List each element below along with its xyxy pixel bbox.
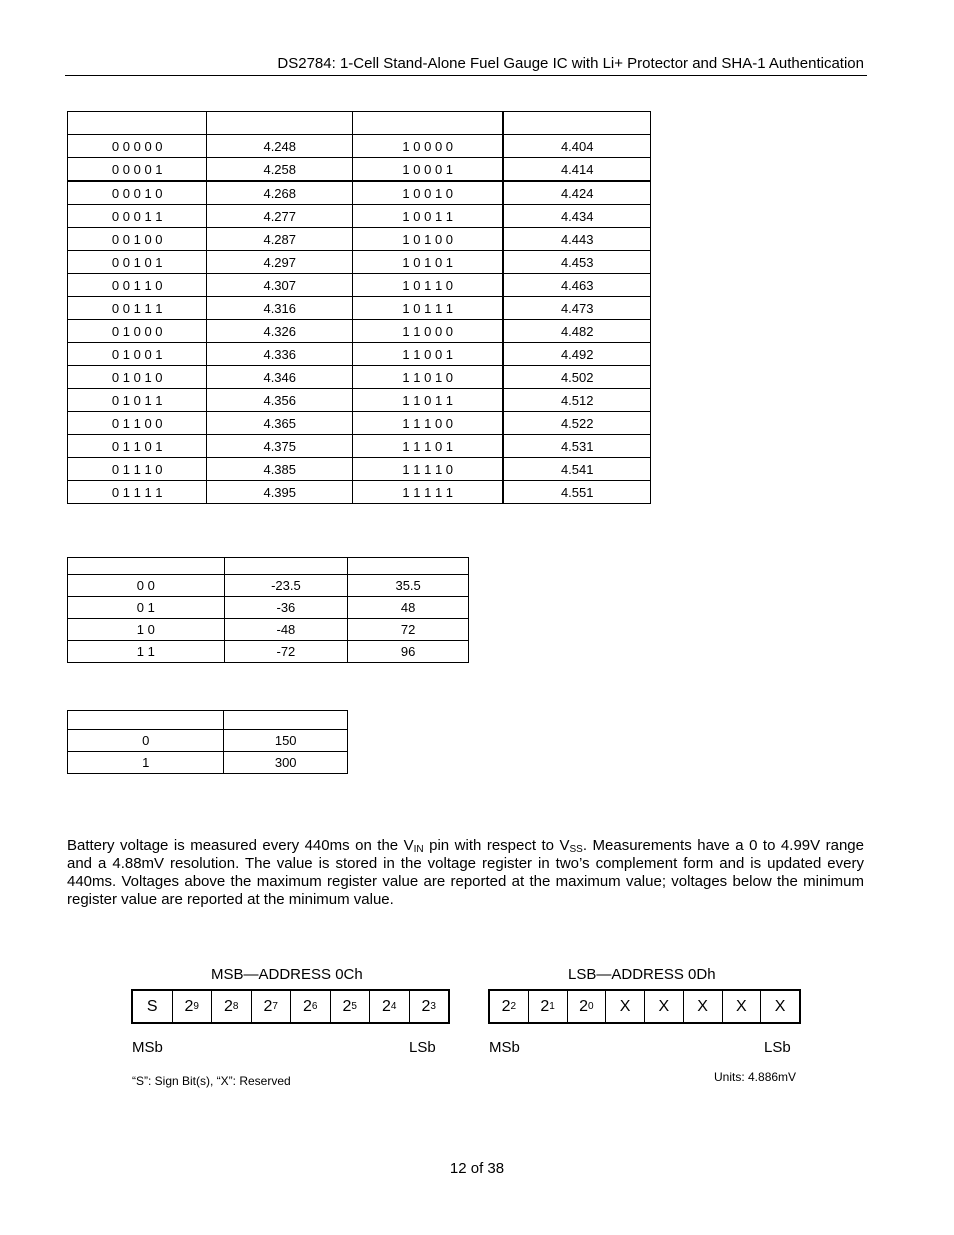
table-cell: 0 bbox=[68, 730, 224, 752]
table-cell: 4.531 bbox=[503, 435, 650, 458]
table-cell: 0 0 0 1 1 bbox=[68, 205, 207, 228]
table-header-cell bbox=[503, 112, 650, 135]
table-row bbox=[68, 320, 651, 343]
register-units-note: Units: 4.886mV bbox=[714, 1070, 797, 1084]
table-row bbox=[68, 366, 651, 389]
table-cell: 1 1 1 1 0 bbox=[353, 458, 504, 481]
table-cell: 0 1 1 1 1 bbox=[68, 481, 207, 504]
table-cell: 4.248 bbox=[207, 135, 353, 158]
table-cell: 4.395 bbox=[207, 481, 353, 504]
table-header-cell bbox=[68, 711, 224, 730]
table-cell: 1 1 bbox=[68, 641, 225, 663]
table-cell: 1 0 0 1 1 bbox=[353, 205, 504, 228]
table-cell: 4.434 bbox=[503, 205, 650, 228]
table-cell: 300 bbox=[224, 752, 348, 774]
table-cell: 1 0 1 1 0 bbox=[353, 274, 504, 297]
register-bit-cell: 2 6 bbox=[291, 991, 331, 1022]
bit-base: X bbox=[658, 997, 670, 1015]
bit-base: 2 bbox=[540, 997, 550, 1015]
table-cell: 4.375 bbox=[207, 435, 353, 458]
table-cell: 72 bbox=[348, 619, 469, 641]
register-bit-cell bbox=[761, 991, 799, 1022]
register-bit-cell: 2 1 bbox=[529, 991, 568, 1022]
table-row bbox=[68, 641, 469, 663]
table-row bbox=[68, 158, 651, 182]
table-row bbox=[68, 597, 469, 619]
lsb-register-lsb-label: LSb bbox=[764, 1039, 791, 1056]
table-cell: 4.277 bbox=[207, 205, 353, 228]
bit-base: 2 bbox=[382, 997, 391, 1015]
table-cell: -48 bbox=[224, 619, 348, 641]
table-row bbox=[68, 752, 348, 774]
bit-base: 2 bbox=[421, 997, 431, 1015]
table-cell: 4.307 bbox=[207, 274, 353, 297]
vin-subscript: IN bbox=[413, 844, 424, 855]
table-cell: 1 1 0 1 0 bbox=[353, 366, 504, 389]
table-cell: 0 1 0 0 0 bbox=[68, 320, 207, 343]
page-number: 12 of 38 bbox=[449, 1160, 505, 1177]
table-cell: 0 1 1 0 0 bbox=[68, 412, 207, 435]
table-cell: 4.492 bbox=[503, 343, 650, 366]
msb-register-lsb-label: LSb bbox=[409, 1039, 436, 1056]
table-cell: 48 bbox=[348, 597, 469, 619]
table-cell: 1 0 0 1 0 bbox=[353, 181, 504, 205]
table-cell: 4.502 bbox=[503, 366, 650, 389]
document-header-title: DS2784: 1-Cell Stand-Alone Fuel Gauge IC with Li+ Protector and SHA-1 Authentication bbox=[277, 55, 864, 72]
register-bit-cell bbox=[723, 991, 762, 1022]
table-cell: 96 bbox=[348, 641, 469, 663]
table-row bbox=[68, 389, 651, 412]
register-bit-cell: 2 2 bbox=[490, 991, 529, 1022]
table-row bbox=[68, 274, 651, 297]
header-divider bbox=[65, 75, 867, 76]
table-cell: 1 0 1 0 1 bbox=[353, 251, 504, 274]
table-cell: 4.522 bbox=[503, 412, 650, 435]
table-row bbox=[68, 181, 651, 205]
bit-base: 2 bbox=[501, 997, 511, 1015]
table-cell: 1 1 1 1 1 bbox=[353, 481, 504, 504]
table-cell: 0 1 1 0 1 bbox=[68, 435, 207, 458]
lsb-register-title: LSB—ADDRESS 0Dh bbox=[568, 966, 716, 983]
paragraph-text-1: Battery voltage is measured every 440ms on the V bbox=[67, 837, 414, 854]
table-cell: -36 bbox=[224, 597, 348, 619]
table-row bbox=[68, 435, 651, 458]
bit-base: 2 bbox=[263, 997, 273, 1015]
table-cell: 1 1 0 0 1 bbox=[353, 343, 504, 366]
table-row bbox=[68, 412, 651, 435]
table-cell: 4.365 bbox=[207, 412, 353, 435]
table-cell: 150 bbox=[224, 730, 348, 752]
paragraph-text-2: pin with respect to V bbox=[423, 837, 570, 854]
table-cell: 0 0 1 1 0 bbox=[68, 274, 207, 297]
table-cell: -72 bbox=[224, 641, 348, 663]
bit-base: X bbox=[736, 997, 747, 1015]
table-row bbox=[68, 135, 651, 158]
table-row bbox=[68, 297, 651, 320]
table-cell: 4.385 bbox=[207, 458, 353, 481]
table-row bbox=[68, 205, 651, 228]
table-cell: 4.443 bbox=[503, 228, 650, 251]
table-cell: 0 1 1 1 0 bbox=[68, 458, 207, 481]
table-cell: 1 0 bbox=[68, 619, 225, 641]
table-cell: 0 0 bbox=[68, 575, 225, 597]
table-cell: 1 1 0 1 1 bbox=[353, 389, 504, 412]
table-header-row bbox=[68, 112, 651, 135]
table-cell: 4.453 bbox=[503, 251, 650, 274]
bit-base: 2 bbox=[224, 997, 233, 1015]
table-cell: 4.424 bbox=[503, 181, 650, 205]
table-cell: 0 0 0 1 0 bbox=[68, 181, 207, 205]
table-cell: 4.346 bbox=[207, 366, 353, 389]
table-cell: 0 0 0 0 0 bbox=[68, 135, 207, 158]
table-cell: 1 0 0 0 0 bbox=[353, 135, 504, 158]
table-cell: 1 1 1 0 1 bbox=[353, 435, 504, 458]
table-cell: 4.482 bbox=[503, 320, 650, 343]
table-header-row bbox=[68, 558, 469, 575]
table-cell: 4.463 bbox=[503, 274, 650, 297]
register-legend-note: “S”: Sign Bit(s), “X”: Reserved bbox=[132, 1074, 291, 1088]
msb-register-bits bbox=[131, 989, 450, 1024]
lsb-register-msb-label: MSb bbox=[489, 1039, 520, 1056]
register-bit-cell: 2 0 bbox=[568, 991, 607, 1022]
table-cell: 0 1 bbox=[68, 597, 225, 619]
bit-base: 2 bbox=[579, 997, 589, 1015]
table-cell: 0 0 1 0 0 bbox=[68, 228, 207, 251]
delay-table bbox=[67, 710, 348, 774]
table-row bbox=[68, 251, 651, 274]
table-cell: 4.541 bbox=[503, 458, 650, 481]
msb-register-title: MSB—ADDRESS 0Ch bbox=[211, 966, 363, 983]
table-row bbox=[68, 228, 651, 251]
table-cell: 4.473 bbox=[503, 297, 650, 320]
table-cell: 35.5 bbox=[348, 575, 469, 597]
table-cell: 1 0 0 0 1 bbox=[353, 158, 504, 182]
table-cell: 4.316 bbox=[207, 297, 353, 320]
table-cell: 1 1 1 0 0 bbox=[353, 412, 504, 435]
register-bit-cell bbox=[133, 991, 173, 1022]
table-cell: 4.326 bbox=[207, 320, 353, 343]
table-cell: 1 1 0 0 0 bbox=[353, 320, 504, 343]
register-bit-cell: 2 3 bbox=[421, 997, 436, 1015]
table-row bbox=[68, 575, 469, 597]
register-bit-cell bbox=[645, 991, 684, 1022]
paragraph-text-3: . Measurements have a 0 to 4.99V range and a 4.88mV resolution. The value is stored in the voltage register in two’s complement form and is updated every 440ms. Voltages above the maximum register value are reported at the maximum value; voltages below the minimum register value are reported at the minimum value. bbox=[67, 837, 864, 908]
table-cell: 1 bbox=[68, 752, 224, 774]
table-cell: 4.404 bbox=[503, 135, 650, 158]
register-bit-cell bbox=[606, 991, 645, 1022]
register-bit-cell: 2 5 bbox=[331, 991, 371, 1022]
table-cell: 4.268 bbox=[207, 181, 353, 205]
bit-base: X bbox=[774, 997, 786, 1015]
bit-base: 2 bbox=[303, 997, 312, 1015]
table-row bbox=[68, 619, 469, 641]
table-header-cell bbox=[68, 558, 225, 575]
table-header-cell bbox=[353, 112, 504, 135]
table-cell: 4.336 bbox=[207, 343, 353, 366]
table-cell: 4.414 bbox=[503, 158, 650, 182]
table-cell: 0 1 0 0 1 bbox=[68, 343, 207, 366]
table-cell: 0 0 1 0 1 bbox=[68, 251, 207, 274]
msb-register-msb-label: MSb bbox=[132, 1039, 163, 1056]
table-cell: 0 1 0 1 0 bbox=[68, 366, 207, 389]
table-row bbox=[68, 481, 651, 504]
register-bit-cell: 2 7 bbox=[252, 991, 292, 1022]
vss-subscript: SS bbox=[569, 844, 583, 855]
table-cell: 4.258 bbox=[207, 158, 353, 182]
table-cell: 4.356 bbox=[207, 389, 353, 412]
table-cell: 0 0 1 1 1 bbox=[68, 297, 207, 320]
table-cell: 0 1 0 1 1 bbox=[68, 389, 207, 412]
table-row bbox=[68, 343, 651, 366]
table-cell: 4.512 bbox=[503, 389, 650, 412]
table-header-cell bbox=[68, 112, 207, 135]
bit-base: S bbox=[146, 997, 158, 1015]
bit-base: 2 bbox=[184, 997, 194, 1015]
register-bit-cell: 2 4 bbox=[370, 991, 410, 1022]
table-header-cell bbox=[348, 558, 469, 575]
table-header-cell bbox=[207, 112, 353, 135]
bit-base: X bbox=[619, 997, 631, 1015]
table-row bbox=[68, 458, 651, 481]
table-cell: 4.287 bbox=[207, 228, 353, 251]
table-cell: 0 0 0 0 1 bbox=[68, 158, 207, 182]
table-header-cell bbox=[224, 711, 348, 730]
table-cell: 1 0 1 0 0 bbox=[353, 228, 504, 251]
table-header-row bbox=[68, 711, 348, 730]
register-bit-cell: 2 9 bbox=[173, 991, 213, 1022]
lsb-register-bits bbox=[488, 989, 801, 1024]
voltage-measurement-paragraph bbox=[67, 837, 864, 909]
bit-base: 2 bbox=[342, 997, 352, 1015]
bit-base: X bbox=[697, 997, 708, 1015]
overvoltage-threshold-table bbox=[67, 111, 651, 504]
table-cell: -23.5 bbox=[224, 575, 348, 597]
table-cell: 1 0 1 1 1 bbox=[353, 297, 504, 320]
table-cell: 4.551 bbox=[503, 481, 650, 504]
current-threshold-table bbox=[67, 557, 469, 663]
table-header-cell bbox=[224, 558, 348, 575]
table-cell: 4.297 bbox=[207, 251, 353, 274]
register-bit-cell bbox=[684, 991, 723, 1022]
register-bit-cell: 2 8 bbox=[212, 991, 252, 1022]
table-row bbox=[68, 730, 348, 752]
